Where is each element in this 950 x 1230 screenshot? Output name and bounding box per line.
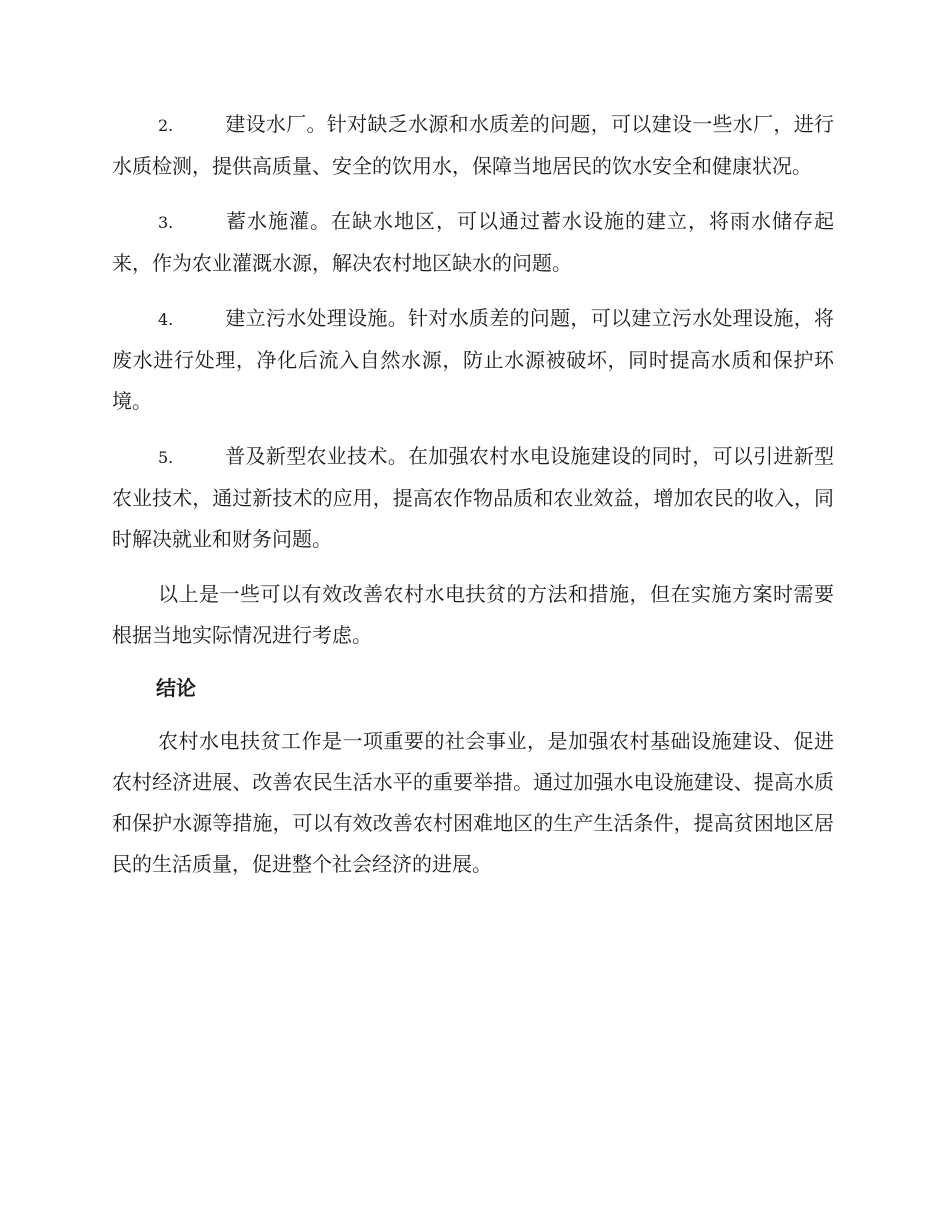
summary-paragraph: 以上是一些可以有效改善农村水电扶贫的方法和措施，但在实施方案时需要根据当地实际情况进行考虑。 [112,582,834,647]
list-item-number: 2. [158,116,174,135]
list-item [112,298,834,422]
list-item-text: 建设水厂。针对缺乏水源和水质差的问题，可以建设一些水厂，进行水质检测，提供高质量、安全的饮用水，保障当地居民的饮水安全和健康状况。 [112,112,834,178]
list-item-number: 5. [158,448,174,467]
conclusion-paragraph: 农村水电扶贫工作是一项重要的社会事业，是加强农村基础设施建设、促进农村经济进展、改善农民生活水平的重要举措。通过加强水电设施建设、提高水质和保护水源等措施，可以有效改善农村困难地区的生产生活条件，提高贫困地区居民的生活质量，促进整个社会经济的进展。 [112,729,834,876]
list-item [112,201,834,284]
document-page [112,104,834,897]
list-item-number: 4. [158,310,174,329]
conclusion-heading: 结论 [156,676,196,700]
list-item-text: 建立污水处理设施。针对水质差的问题，可以建立污水处理设施，将废水进行处理，净化后流入自然水源，防止水源被破坏，同时提高水质和保护环境。 [112,306,834,413]
list-item [112,104,834,187]
list-item-text: 普及新型农业技术。在加强农村水电设施建设的同时，可以引进新型农业技术，通过新技术的应用，提高农作物品质和农业效益，增加农民的收入，同时解决就业和财务问题。 [112,444,834,551]
list-item [112,436,834,560]
list-item-text: 蓄水施灌。在缺水地区，可以通过蓄水设施的建立，将雨水储存起来，作为农业灌溉水源，解决农村地区缺水的问题。 [112,209,834,275]
list-item-number: 3. [158,213,174,232]
